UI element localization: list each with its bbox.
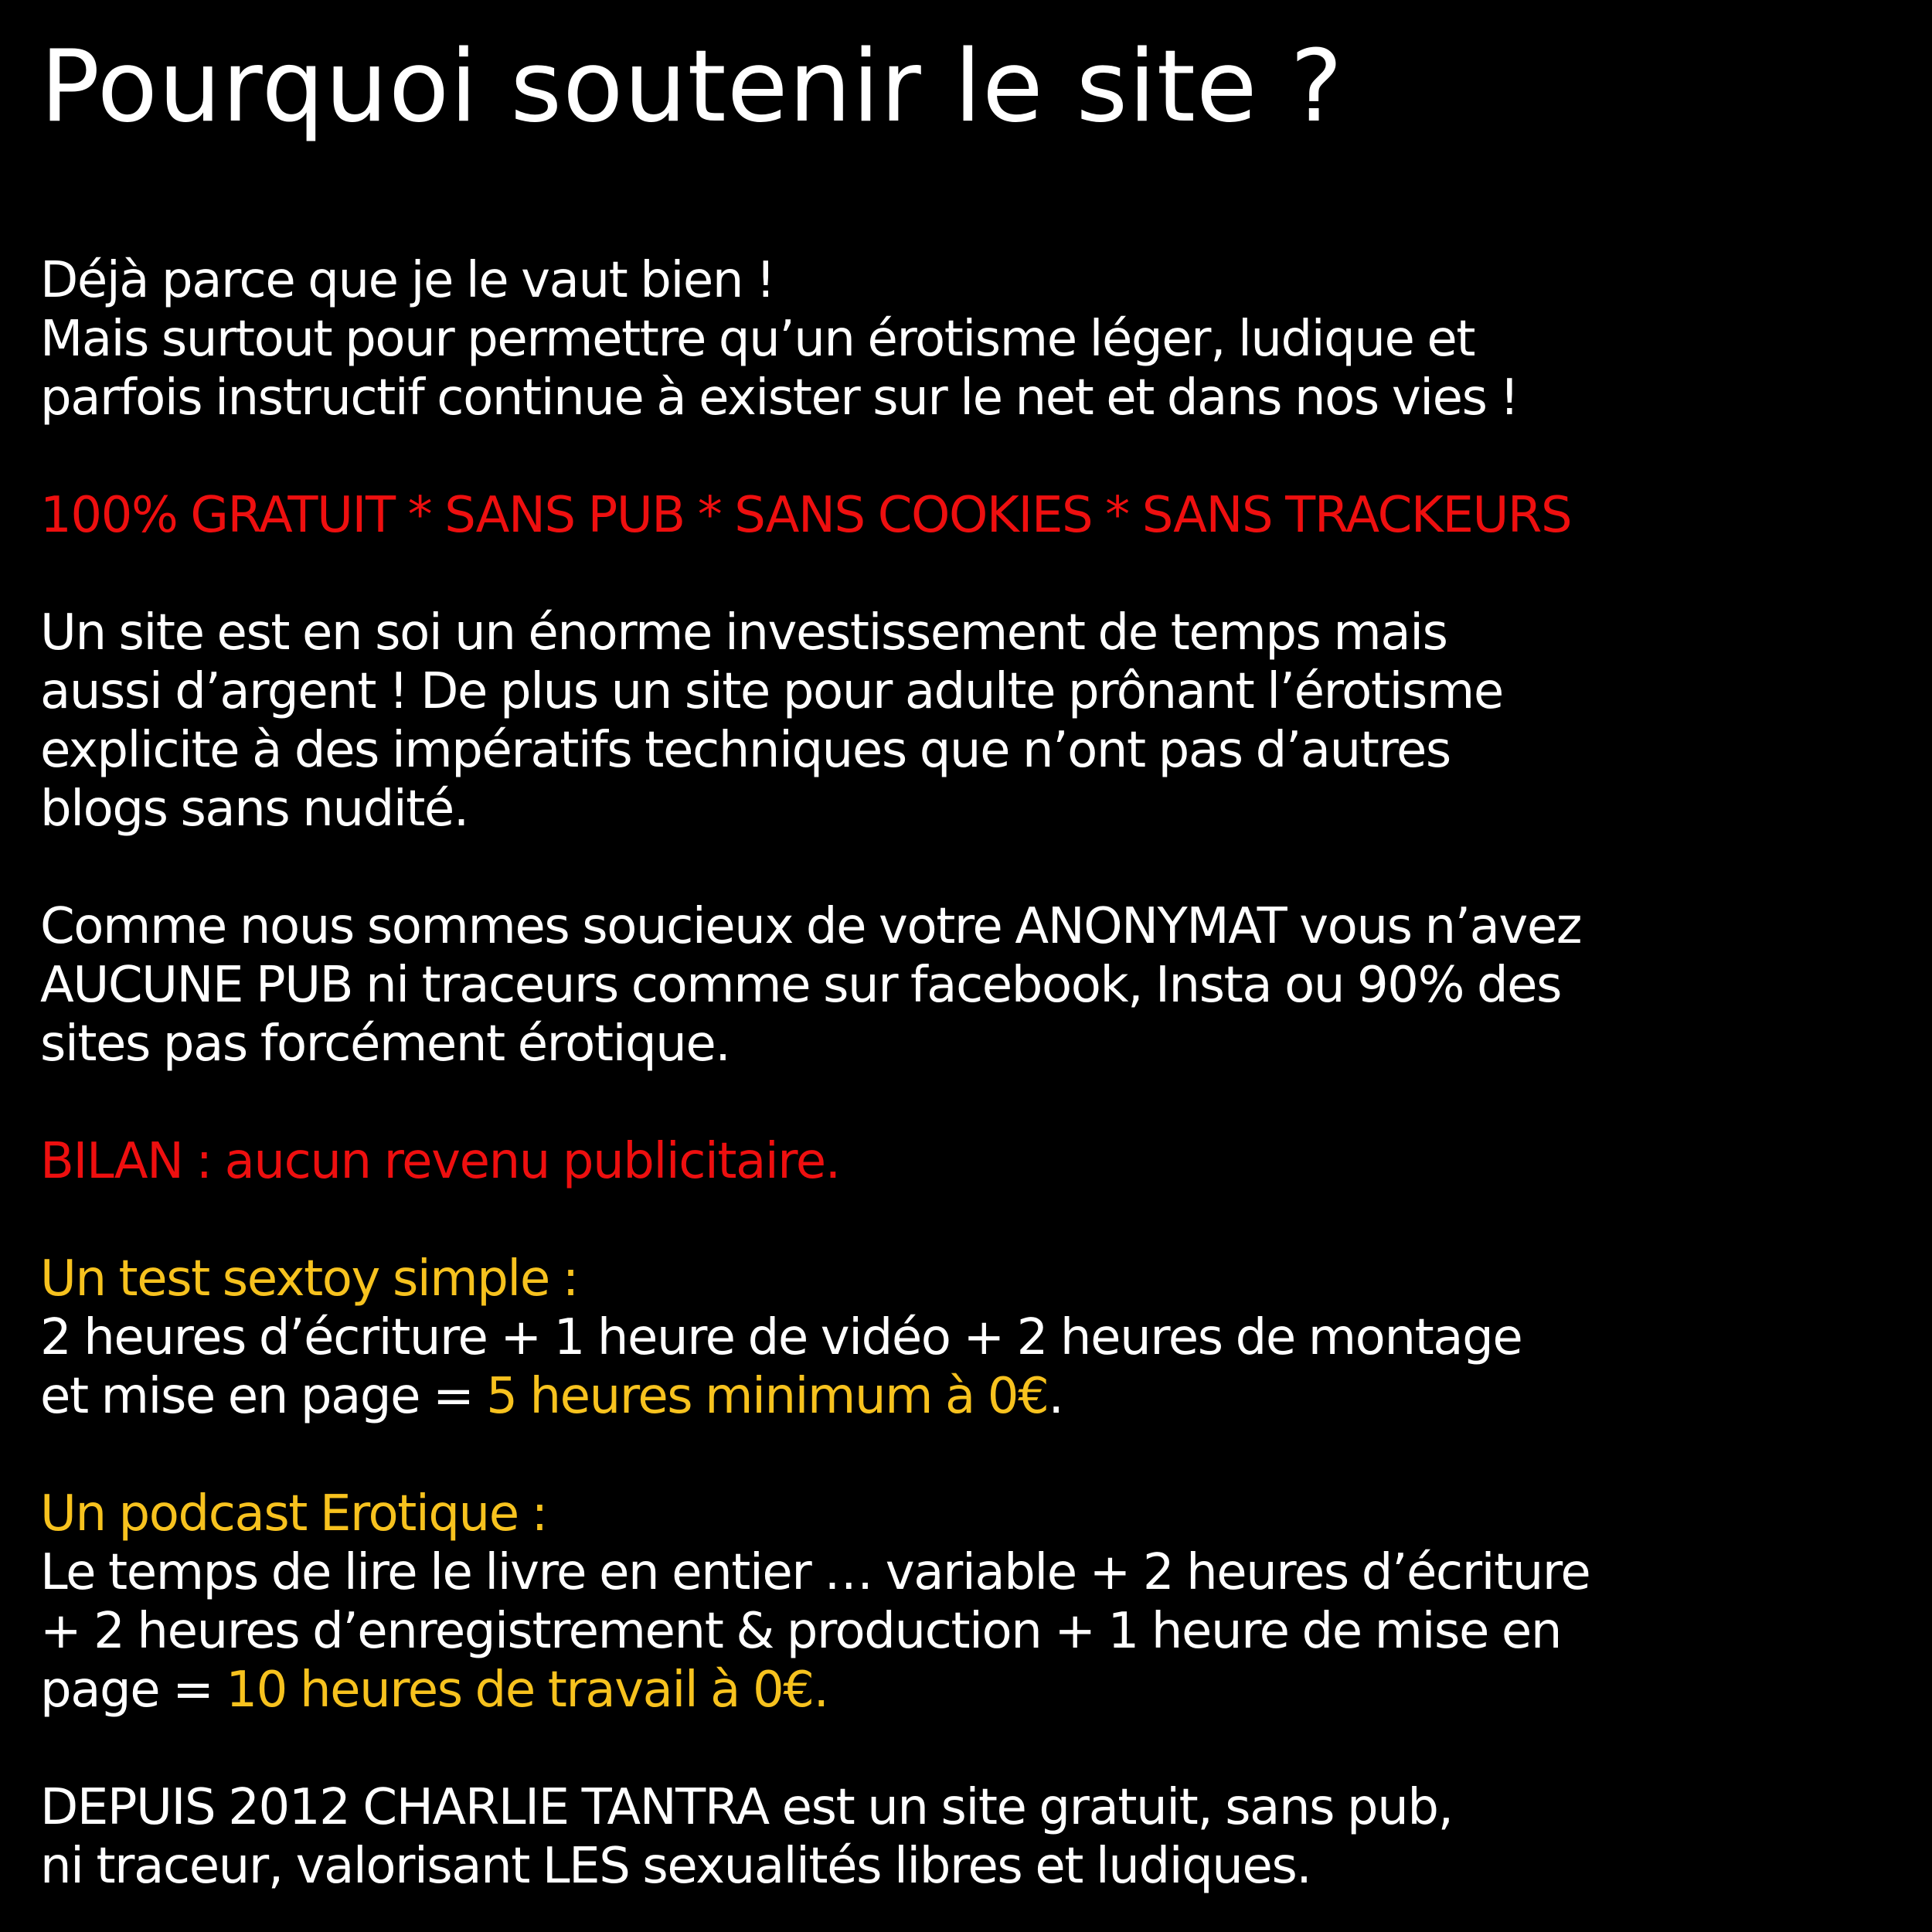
sextoy-line-2 <box>40 1367 1910 1426</box>
investment-line-2: aussi d’argent ! De plus un site pour adulte prônant l’érotisme <box>40 663 1503 720</box>
podcast-line-3 <box>40 1661 1910 1719</box>
closing-line-2: ni traceur, valorisant LES sexualités libres et ludiques. <box>40 1838 1311 1895</box>
paragraph-gap <box>40 1191 1910 1250</box>
anonymity-line-1: Comme nous sommes soucieux de votre ANONYMAT vous n’avez <box>40 898 1582 955</box>
podcast-line-1: Le temps de lire le livre en entier … variable + 2 heures d’écriture <box>40 1544 1590 1601</box>
sextoy-line-2-suffix: . <box>1048 1368 1063 1425</box>
free-banner: 100% GRATUIT * SANS PUB * SANS COOKIES * SANS TRACKEURS <box>40 487 1572 544</box>
paragraph-gap <box>40 1073 1910 1132</box>
investment-line-3: explicite à des impératifs techniques que n’ont pas d’autres <box>40 722 1451 779</box>
intro-paragraph <box>40 251 1910 427</box>
paragraph-gap <box>40 838 1910 897</box>
paragraph-gap <box>40 1426 1910 1485</box>
sextoy-line-2-prefix: et mise en page = <box>40 1368 487 1425</box>
investment-line-1: Un site est en soi un énorme investissement de temps mais <box>40 604 1447 662</box>
paragraph-gap <box>40 1719 1910 1778</box>
investment-paragraph <box>40 604 1910 838</box>
anonymity-line-2: AUCUNE PUB ni traceurs comme sur facebook, Insta ou 90% des <box>40 957 1562 1014</box>
anonymity-paragraph <box>40 897 1910 1073</box>
podcast-paragraph <box>40 1485 1910 1719</box>
intro-line-3: parfois instructif continue à exister sur le net et dans nos vies ! <box>40 369 1519 427</box>
podcast-line-3-prefix: page = <box>40 1662 226 1719</box>
intro-line-2: Mais surtout pour permettre qu’un érotisme léger, ludique et <box>40 311 1475 368</box>
intro-line-1: Déjà parce que je le vaut bien ! <box>40 252 775 309</box>
sextoy-hours-highlight: 5 heures minimum à 0€ <box>486 1368 1049 1425</box>
podcast-line-2: + 2 heures d’enregistrement & production + 1 heure de mise en <box>40 1603 1562 1660</box>
bilan-statement: BILAN : aucun revenu publicitaire. <box>40 1133 840 1190</box>
anonymity-line-3: sites pas forcément érotique. <box>40 1015 730 1073</box>
closing-line-1: DEPUIS 2012 CHARLIE TANTRA est un site gratuit, sans pub, <box>40 1779 1453 1836</box>
sextoy-line-1: 2 heures d’écriture + 1 heure de vidéo + 2 heures de montage <box>40 1309 1522 1366</box>
page-body <box>40 251 1910 1896</box>
sextoy-heading: Un test sextoy simple : <box>40 1250 578 1308</box>
podcast-heading: Un podcast Erotique : <box>40 1485 547 1543</box>
investment-line-4: blogs sans nudité. <box>40 781 468 838</box>
sextoy-paragraph <box>40 1250 1910 1426</box>
paragraph-gap <box>40 427 1910 486</box>
paragraph-gap <box>40 545 1910 604</box>
closing-paragraph <box>40 1778 1910 1896</box>
page-title: Pourquoi soutenir le site ? <box>40 29 1344 145</box>
podcast-hours-highlight: 10 heures de travail à 0€. <box>226 1662 828 1719</box>
